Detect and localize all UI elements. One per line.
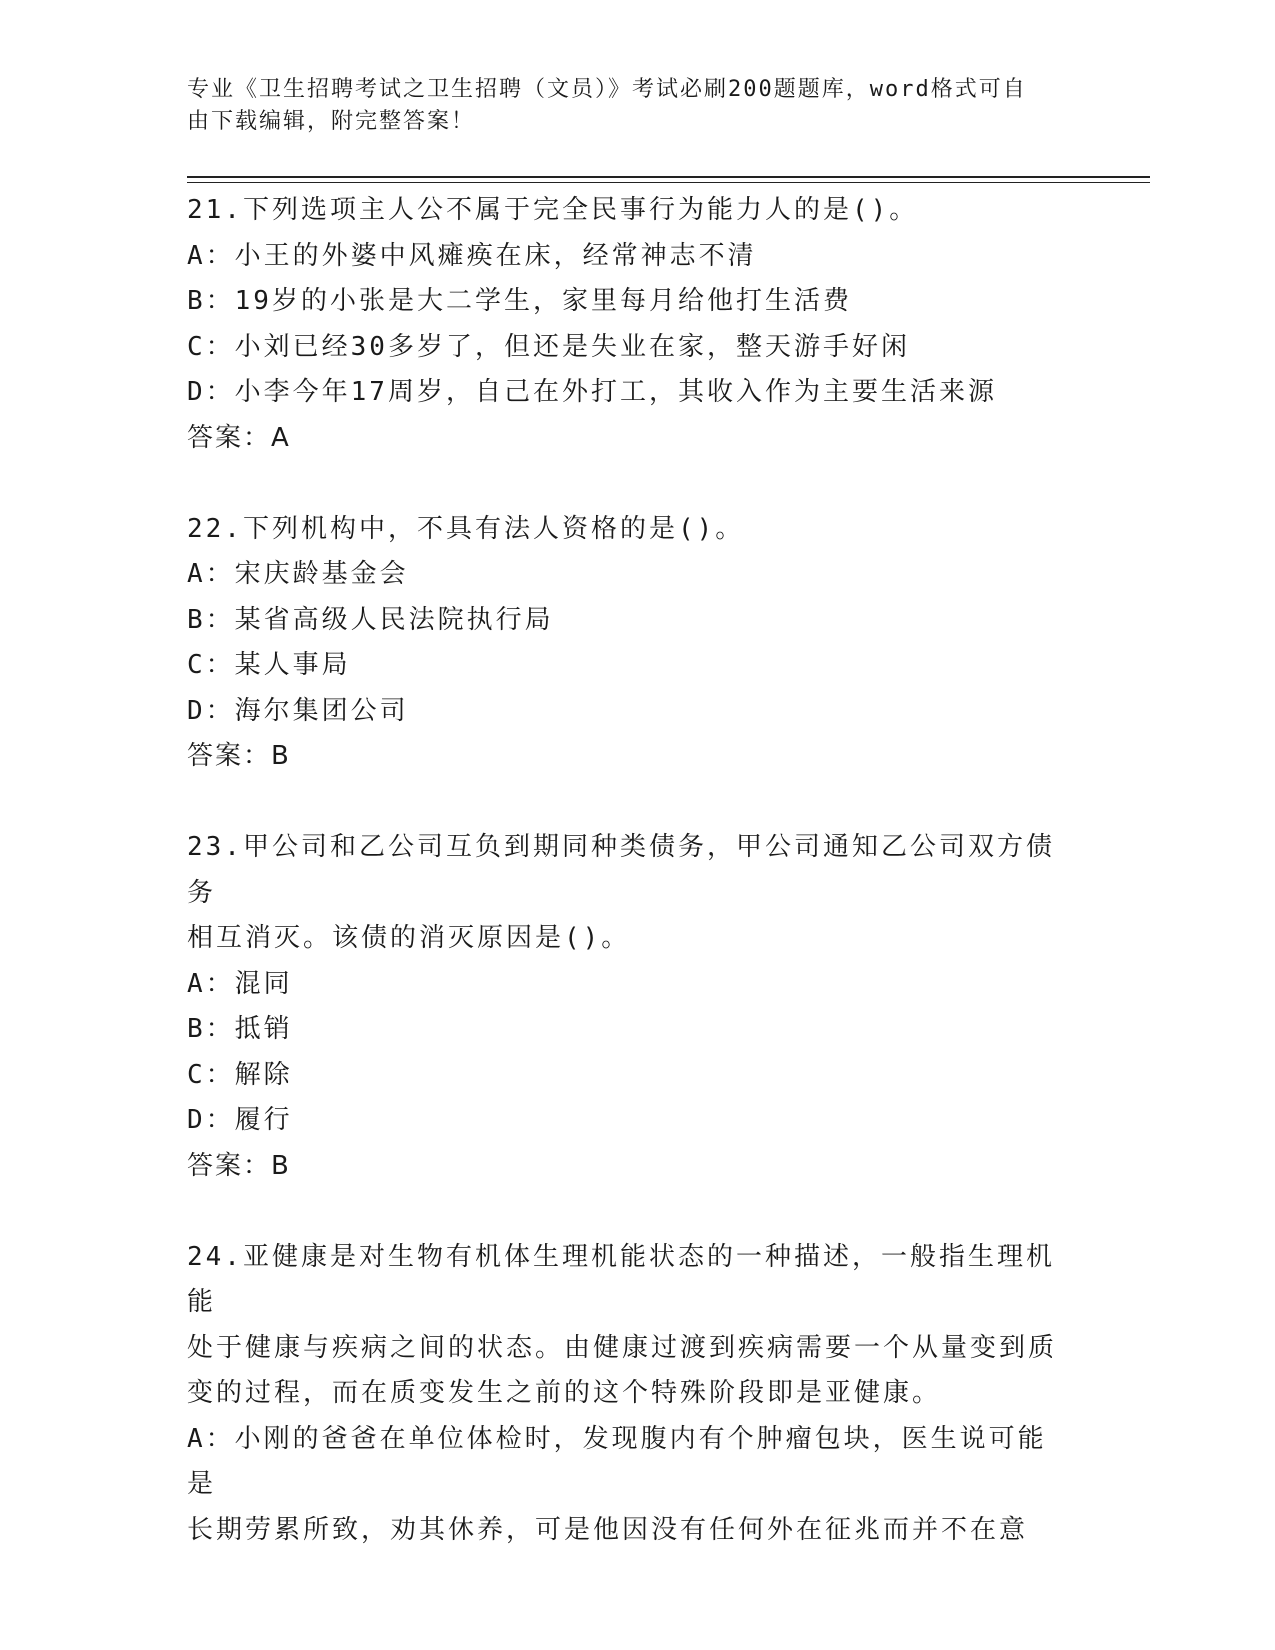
header-divider-thick	[187, 176, 1150, 178]
option-a: A：混同	[187, 968, 293, 999]
answer-label: 答案：B	[187, 1150, 291, 1181]
answer-label: 答案：A	[187, 422, 291, 453]
question-24	[187, 1235, 1067, 1554]
option-a-line-1: A：小刚的爸爸在单位体检时，发现腹内有个肿瘤包块，医生说可能是	[187, 1423, 1047, 1499]
option-b: B：19岁的小张是大二学生，家里每月给他打生活费	[187, 286, 852, 316]
question-22	[187, 507, 1067, 780]
option-a-line-2: 长期劳累所致，劝其休养，可是他因没有任何外在征兆而并不在意	[187, 1514, 1029, 1545]
question-stem-line-2: 相互消灭。该债的消灭原因是()。	[187, 923, 631, 953]
answer-label: 答案：B	[187, 741, 291, 771]
question-23	[187, 825, 1067, 1189]
question-stem: 22.下列机构中，不具有法人资格的是()。	[187, 513, 745, 544]
option-b: B：某省高级人民法院执行局	[187, 604, 554, 635]
question-list	[187, 188, 1067, 1599]
question-21	[187, 188, 1067, 461]
option-c: C：小刘已经30多岁了，但还是失业在家，整天游手好闲	[187, 331, 910, 362]
option-c: C：某人事局	[187, 650, 351, 680]
question-stem-line-2: 处于健康与疾病之间的状态。由健康过渡到疾病需要一个从量变到质	[187, 1332, 1058, 1363]
question-stem-line-3: 变的过程，而在质变发生之前的这个特殊阶段即是亚健康。	[187, 1378, 942, 1408]
header-line-2: 由下载编辑，附完整答案！	[187, 109, 476, 134]
header-divider-thin	[187, 182, 1150, 183]
question-stem-line-1: 24.亚健康是对生物有机体生理机能状态的一种描述，一般指生理机能	[187, 1241, 1055, 1317]
question-stem-line-1: 23.甲公司和乙公司互负到期同种类债务，甲公司通知乙公司双方债务	[187, 832, 1055, 908]
option-d: D：海尔集团公司	[187, 695, 409, 726]
header-line-1: 专业《卫生招聘考试之卫生招聘（文员）》考试必刷200题题库，word格式可自	[187, 77, 1027, 102]
option-a: A：宋庆龄基金会	[187, 559, 409, 589]
option-d: D：小李今年17周岁，自己在外打工，其收入作为主要生活来源	[187, 377, 997, 407]
document-header	[187, 74, 1067, 138]
option-c: C：解除	[187, 1059, 293, 1090]
option-a: A：小王的外婆中风瘫痪在床，经常神志不清	[187, 240, 757, 271]
option-b: B：抵销	[187, 1014, 293, 1044]
option-d: D：履行	[187, 1105, 293, 1135]
question-stem: 21.下列选项主人公不属于完全民事行为能力人的是()。	[187, 195, 919, 225]
